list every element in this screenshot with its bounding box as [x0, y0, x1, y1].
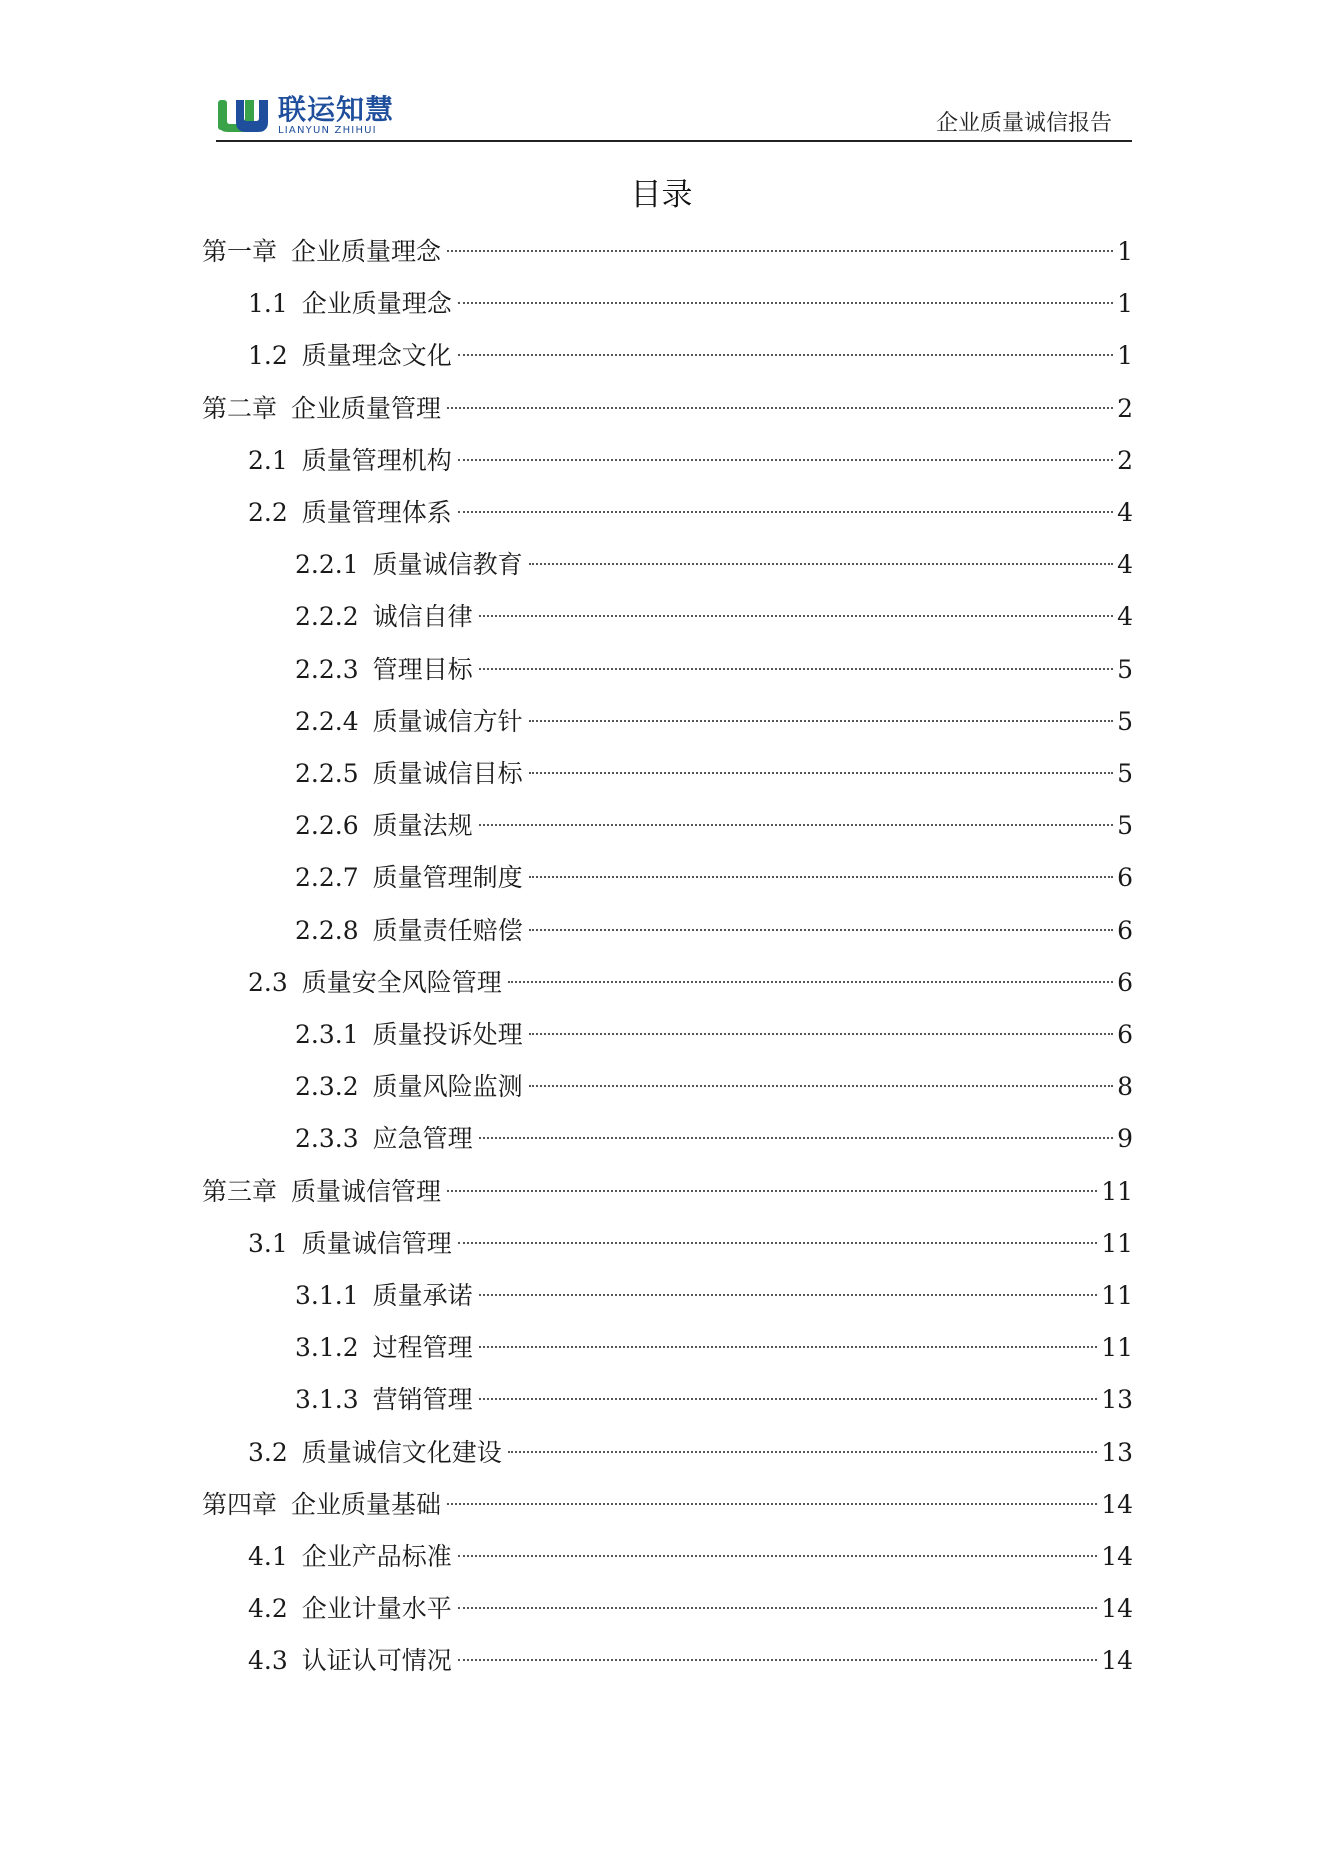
toc-dot-leader	[458, 302, 1113, 304]
toc-entry-page: 11	[1101, 1281, 1133, 1310]
toc-dot-leader	[479, 668, 1113, 670]
toc-entry[interactable]	[295, 858, 1133, 898]
toc-dot-leader	[447, 1503, 1097, 1505]
toc-entry-number: 2.2.6	[295, 811, 359, 841]
toc-entry[interactable]	[295, 650, 1133, 690]
toc-entry-page: 5	[1117, 654, 1133, 684]
toc-entry-title: 营销管理	[372, 1385, 473, 1415]
toc-entry[interactable]	[202, 389, 1133, 429]
toc-entry-number: 2.2.7	[295, 863, 359, 893]
toc-entry-page: 11	[1101, 1333, 1133, 1363]
toc-entry[interactable]	[295, 1067, 1133, 1107]
toc-entry-page: 5	[1117, 759, 1133, 788]
toc-entry-title: 质量理念文化	[301, 341, 452, 371]
toc-entry-number: 2.2.3	[295, 654, 359, 684]
toc-entry-number: 2.3.3	[295, 1124, 359, 1154]
toc-dot-leader	[458, 1659, 1097, 1661]
toc-dot-leader	[529, 929, 1113, 931]
toc-entry-page: 14	[1101, 1489, 1133, 1519]
toc-entry-number: 2.2.2	[295, 602, 359, 632]
toc-entry-page: 13	[1101, 1437, 1133, 1467]
toc-entry-title: 企业产品标准	[301, 1542, 452, 1571]
toc-entry[interactable]	[295, 1119, 1133, 1159]
toc-entry-page: 1	[1117, 341, 1133, 371]
toc-entry-number: 1.1	[248, 289, 288, 319]
toc-dot-leader	[529, 563, 1113, 565]
toc-entry-number: 1.2	[248, 341, 288, 371]
toc-entry-page: 4	[1117, 550, 1133, 580]
toc-entry[interactable]	[248, 284, 1133, 324]
page-header	[216, 93, 1132, 142]
toc-entry-number: 2.2	[248, 498, 288, 527]
toc-entry[interactable]	[202, 232, 1133, 272]
toc-entry-title: 企业质量基础	[291, 1489, 442, 1519]
toc-entry-page: 1	[1117, 289, 1133, 319]
toc-entry-page: 8	[1117, 1072, 1133, 1102]
toc-entry[interactable]	[295, 1015, 1133, 1055]
toc-entry-number: 3.1.3	[295, 1385, 359, 1415]
toc-entry-title: 质量诚信目标	[372, 759, 523, 788]
toc-entry-number: 2.1	[248, 445, 288, 475]
toc-dot-leader	[458, 1242, 1097, 1244]
toc-entry[interactable]	[295, 545, 1133, 585]
toc-entry-title: 企业质量管理	[291, 393, 442, 423]
toc-entry-title: 管理目标	[372, 654, 473, 684]
toc-entry[interactable]	[202, 1172, 1133, 1212]
toc-entry[interactable]	[295, 806, 1133, 846]
toc-entry-number: 2.3.1	[295, 1020, 359, 1049]
toc-entry[interactable]	[295, 597, 1133, 637]
toc-entry[interactable]	[248, 336, 1133, 376]
toc-dot-leader	[529, 1085, 1113, 1087]
toc-entry-title: 质量诚信文化建设	[301, 1437, 502, 1467]
toc-dot-leader	[458, 354, 1113, 356]
toc-entry-page: 4	[1117, 602, 1133, 632]
toc-entry-number: 2.3.2	[295, 1072, 359, 1102]
toc-entry-page: 5	[1117, 706, 1133, 736]
toc-entry[interactable]	[248, 493, 1133, 533]
toc-entry-number: 2.2.1	[295, 550, 359, 580]
toc-entry-page: 6	[1117, 967, 1133, 997]
toc-dot-leader	[508, 1451, 1097, 1453]
toc-entry[interactable]	[248, 1641, 1133, 1681]
report-title: 企业质量诚信报告	[935, 111, 1112, 136]
toc-entry-title: 过程管理	[372, 1333, 473, 1363]
toc-entry-number: 4.1	[248, 1542, 288, 1571]
toc-entry-title: 质量诚信教育	[372, 550, 523, 580]
toc-dot-leader	[458, 1607, 1097, 1609]
toc-entry-title: 企业质量理念	[291, 237, 442, 266]
toc-dot-leader	[508, 981, 1113, 983]
toc-entry-number: 3.1	[248, 1228, 288, 1258]
toc-entry-number: 3.1.2	[295, 1333, 359, 1363]
toc-dot-leader	[447, 250, 1113, 252]
toc-entry[interactable]	[295, 1380, 1133, 1420]
toc-entry[interactable]	[248, 963, 1133, 1003]
toc-entry-page: 14	[1101, 1542, 1133, 1571]
toc-entry-title: 质量法规	[372, 811, 473, 841]
toc-entry-page: 6	[1117, 863, 1133, 893]
toc-title: 目录	[630, 177, 693, 213]
toc-entry-number: 2.2.4	[295, 706, 359, 736]
toc-entry[interactable]	[295, 911, 1133, 951]
toc-entry-page: 14	[1101, 1646, 1133, 1676]
toc-entry[interactable]	[295, 1328, 1133, 1368]
toc-entry-title: 认证认可情况	[301, 1646, 452, 1676]
toc-entry-number: 4.2	[248, 1594, 288, 1624]
toc-entry[interactable]	[202, 1485, 1133, 1525]
toc-dot-leader	[529, 876, 1113, 878]
toc-entry-number: 2.3	[248, 967, 288, 997]
toc-entry-page: 2	[1117, 445, 1133, 475]
logo-chinese-name: 联运知慧	[278, 93, 395, 126]
toc-entry-title: 质量管理机构	[301, 445, 452, 475]
toc-entry-number: 4.3	[248, 1646, 288, 1676]
toc-dot-leader	[479, 615, 1113, 617]
toc-entry-title: 应急管理	[372, 1124, 473, 1154]
toc-dot-leader	[479, 1294, 1098, 1296]
toc-entry-title: 质量投诉处理	[372, 1020, 523, 1049]
toc-dot-leader	[447, 1190, 1097, 1192]
toc-entry-page: 11	[1101, 1176, 1133, 1206]
toc-entry[interactable]	[248, 1589, 1133, 1629]
toc-entry-number: 2.2.5	[295, 759, 359, 788]
toc-entry[interactable]	[295, 702, 1133, 742]
toc-entry-title: 企业计量水平	[301, 1594, 452, 1624]
toc-entry-page: 9	[1117, 1124, 1133, 1154]
toc-entry-title: 质量管理制度	[372, 863, 523, 893]
toc-entry-title: 质量管理体系	[301, 498, 452, 527]
toc-entry-title: 质量诚信管理	[291, 1176, 442, 1206]
toc-entry-page: 14	[1101, 1594, 1133, 1624]
toc-entry-title: 企业质量理念	[301, 289, 452, 319]
toc-entry-page: 6	[1117, 1020, 1133, 1049]
toc-dot-leader	[458, 459, 1113, 461]
toc-dot-leader	[479, 824, 1113, 826]
toc-entry-page: 5	[1117, 811, 1133, 841]
toc-entry-number: 2.2.8	[295, 915, 359, 945]
logo-english-name: LIANYUN ZHIHUI	[278, 125, 377, 136]
toc-dot-leader	[447, 407, 1113, 409]
toc-entry-number: 第四章	[202, 1489, 278, 1519]
toc-entry[interactable]	[248, 441, 1133, 481]
toc-entry-title: 质量安全风险管理	[301, 967, 502, 997]
toc-entry-number: 第三章	[202, 1176, 278, 1206]
toc-dot-leader	[479, 1137, 1113, 1139]
toc-entry-page: 13	[1101, 1385, 1133, 1415]
toc-dot-leader	[479, 1346, 1098, 1348]
toc-entry[interactable]	[248, 1537, 1133, 1577]
toc-entry-page: 11	[1101, 1228, 1133, 1258]
toc-dot-leader	[529, 772, 1113, 774]
toc-entry-page: 2	[1117, 393, 1133, 423]
toc-entry-title: 质量诚信管理	[301, 1228, 452, 1258]
toc-dot-leader	[529, 720, 1113, 722]
toc-entry[interactable]	[295, 754, 1133, 794]
toc-entry-page: 6	[1117, 915, 1133, 945]
toc-dot-leader	[458, 1555, 1097, 1557]
toc-entry-title: 质量诚信方针	[372, 706, 523, 736]
toc-entry-title: 质量责任赔偿	[372, 915, 523, 945]
toc-dot-leader	[529, 1033, 1113, 1035]
toc-entry-number: 第二章	[202, 393, 278, 423]
toc-dot-leader	[458, 511, 1113, 513]
toc-entry-number: 3.2	[248, 1437, 288, 1467]
toc-entry-title: 质量承诺	[372, 1281, 473, 1310]
toc-dot-leader	[479, 1398, 1098, 1400]
toc-entry-number: 第一章	[202, 237, 278, 266]
toc-entry[interactable]	[248, 1224, 1133, 1264]
toc-entry-number: 3.1.1	[295, 1281, 359, 1310]
toc-entry[interactable]	[295, 1276, 1133, 1316]
company-logo	[216, 93, 395, 138]
toc-entry-title: 诚信自律	[372, 602, 473, 632]
toc-entry-title: 质量风险监测	[372, 1072, 523, 1102]
toc-entry[interactable]	[248, 1433, 1133, 1473]
logo-mark-icon	[216, 96, 272, 138]
toc-entry-page: 1	[1117, 237, 1133, 266]
toc-entry-page: 4	[1117, 498, 1133, 527]
